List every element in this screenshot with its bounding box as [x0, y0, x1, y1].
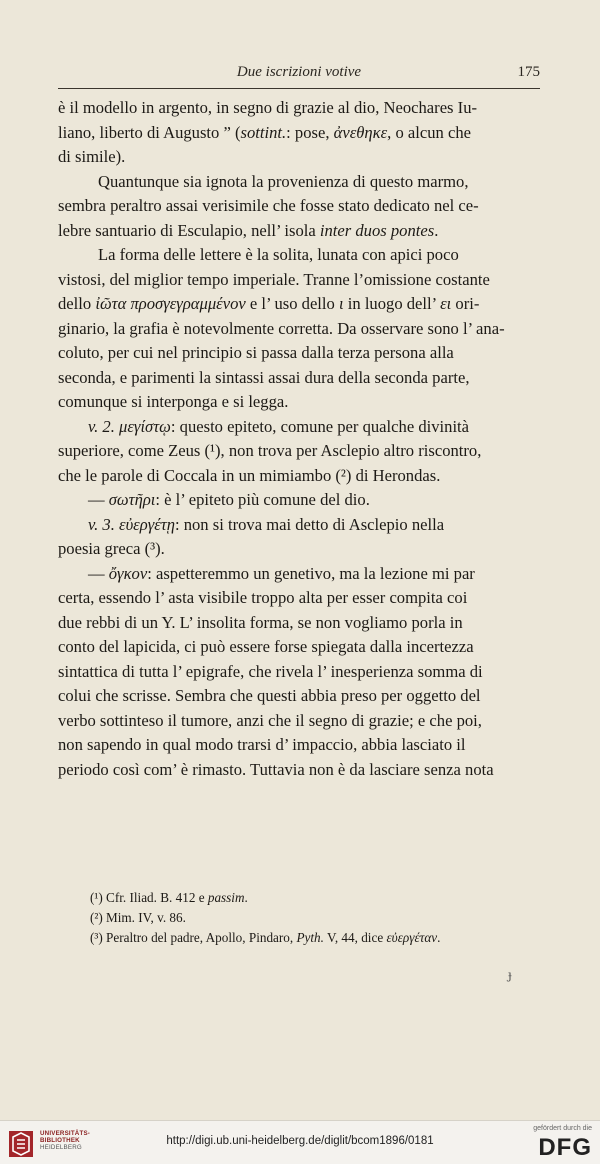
- running-header: [58, 64, 540, 86]
- funder-note: gefördert durch die: [533, 1125, 592, 1132]
- paragraph-6: v. 3. εὐεργέτῃ: non si trova mai detto di Asclepio nella poesia greca (³).: [58, 514, 445, 558]
- viewer-footer: [0, 1120, 600, 1164]
- paragraph-4: v. 2. μεγίστῳ: questo epiteto, comune per qualche divinità superiore, come Zeus (¹), non trova per Asclepio altro riscontro, che le parole di Coccala in un mimiambo (²) di Herondas.: [58, 416, 482, 485]
- paragraph-3: La forma delle lettere è la solita, lunata con apici poco vistosi, del miglior tempo imperiale. Tranne l’omissione costante dello ἰῶτα προσγεγραμμένον e l’ uso dello ι in luogo dell’ ει ori- ginario, la grafia è notevolmente corretta. Da osservare sono l’ ana- coluto, per cui nel principio si passa dalla terza persona alla seconda, e parimenti la sintassi assai dura della seconda parte, comunque si interponga e si legga.: [58, 245, 505, 411]
- footnote-1: (¹) Cfr. Iliad. B. 412 e passim.: [90, 890, 248, 905]
- paragraph-5: — σωτῆρι: è l’ epiteto più comune del dio.: [88, 490, 370, 509]
- page-number: 175: [517, 64, 540, 80]
- stray-mark: ɟ: [508, 968, 512, 982]
- permalink[interactable]: http://digi.ub.uni-heidelberg.de/diglit/bcom1896/0181: [166, 1135, 434, 1147]
- dfg-logo: DFG: [538, 1134, 592, 1161]
- main-text: [58, 96, 540, 782]
- footnotes: [90, 888, 545, 948]
- footnote-3: (³) Peraltro del padre, Apollo, Pindaro, Pyth. V, 44, dice εὐεργέταν.: [90, 930, 441, 945]
- running-title: Due iscrizioni votive: [236, 64, 362, 80]
- paragraph-1: è il modello in argento, in segno di grazie al dio, Neochares Iu- liano, liberto di Augusto ” (sottint.: pose, ἀνεθηκε, o alcun che di simile).: [58, 98, 478, 166]
- institution-name: UNIVERSITÄTS- BIBLIOTHEK HEIDELBERG: [40, 1130, 91, 1152]
- paragraph-7: — ὄγκον: aspetteremmo un genetivo, ma la lezione mi par certa, essendo l’ asta visibile troppo alta per esser compita coi due rebbi di un Y. L’ insolita forma, se non vogliamo porla in conto del lapicida, ci può essere forse spiegata dalla incertezza sintattica di tutta l’ epigrafe, che rivela l’ inesperienza somma di colui che scrisse. Sembra che questi abbia preso per oggetto del verbo sottinteso il tumore, anzi che il segno di grazie; e che poi, non sapendo in qual modo trarsi d’ impaccio, abbia lasciato il periodo così com’ è rimasto. Tuttavia non è da lasciare senza nota: [58, 563, 494, 779]
- paragraph-2: Quantunque sia ignota la provenienza di questo marmo, sembra peraltro assai verisimile che fosse stato dedicato nel ce- lebre santuario di Esculapio, nell’ isola inter duos pontes.: [58, 171, 479, 240]
- header-rule: [58, 88, 540, 89]
- footnote-2: (²) Mim. IV, v. 86.: [90, 910, 186, 925]
